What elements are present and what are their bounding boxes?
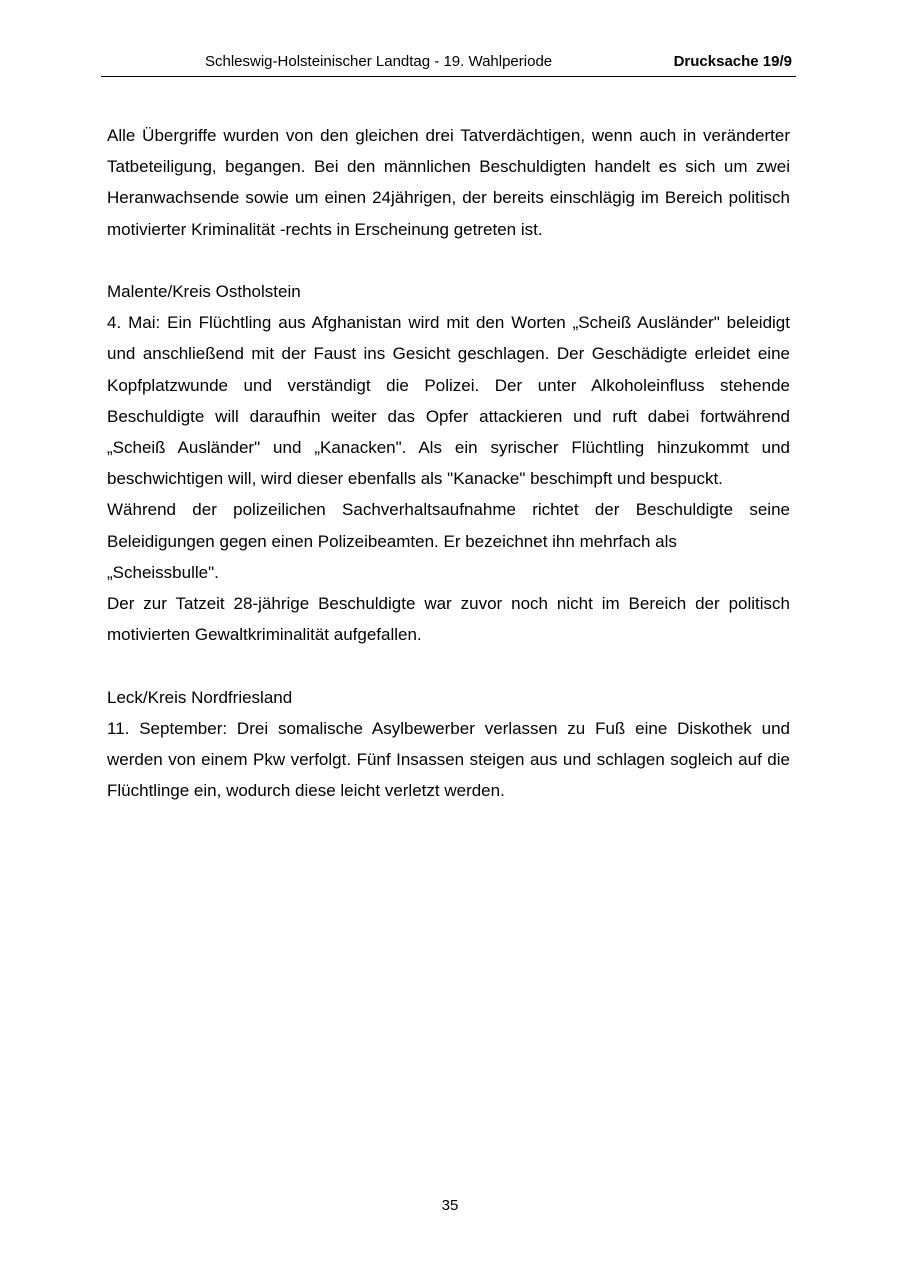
page-header <box>101 50 796 77</box>
paragraph-spacer <box>107 245 790 276</box>
paragraph-spacer <box>107 650 790 681</box>
suspect-paragraph: Der zur Tatzeit 28-jährige Beschuldigte war zuvor noch nicht im Bereich der politisch motivierten Gewaltkriminalität aufgefallen. <box>107 594 790 645</box>
police-paragraph-line2: „Scheissbulle". <box>107 562 219 582</box>
intro-paragraph: Alle Übergriffe wurden von den gleichen drei Tatverdächtigen, wenn auch in veränderter Tatbeteiligung, begangen. Bei den männlichen Beschuldigten handelt es sich um zwei Heranwachsende sowie um einen 24jährigen, der bereits einschlägig im Bereich politisch motivierter Kriminalität -rechts in Erscheinung getreten ist. <box>107 126 790 239</box>
section-heading-malente: Malente/Kreis Ostholstein <box>107 282 301 301</box>
page-body <box>107 120 790 806</box>
incident-paragraph-malente: 4. Mai: Ein Flüchtling aus Afghanistan wird mit den Worten „Scheiß Ausländer" beleidigt und anschließend mit der Faust ins Gesicht geschlagen. Der Geschädigte erleidet eine Kopfplatzwunde und verständigt die Polizei. Der unter Alkoholeinfluss stehende Beschuldigte will daraufhin weiter das Opfer attackieren und ruft dabei fortwährend „Scheiß Ausländer" und „Kanacken". Als ein syrischer Flüchtling hinzukommt und beschwichtigen will, wird dieser ebenfalls als "Kanacke" beschimpft und bespuckt. <box>107 313 790 489</box>
document-number: Drucksache 19/9 <box>673 53 792 70</box>
section-heading-leck: Leck/Kreis Nordfriesland <box>107 687 293 707</box>
page-number: 35 <box>441 1197 459 1214</box>
header-title: Schleswig-Holsteinischer Landtag - 19. Wahlperiode <box>205 53 553 70</box>
police-paragraph-line1: Während der polizeilichen Sachverhaltsaufnahme richtet der Beschuldigte seine Beleidigungen gegen einen Polizeibeamten. Er bezeichnet ihn mehrfach als <box>107 500 790 551</box>
incident-paragraph-leck: 11. September: Drei somalische Asylbewerber verlassen zu Fuß eine Diskothek und werden von einem Pkw verfolgt. Fünf Insassen steigen aus und schlagen sogleich auf die Flüchtlinge ein, wodurch diese leicht verletzt werden. <box>107 718 790 801</box>
